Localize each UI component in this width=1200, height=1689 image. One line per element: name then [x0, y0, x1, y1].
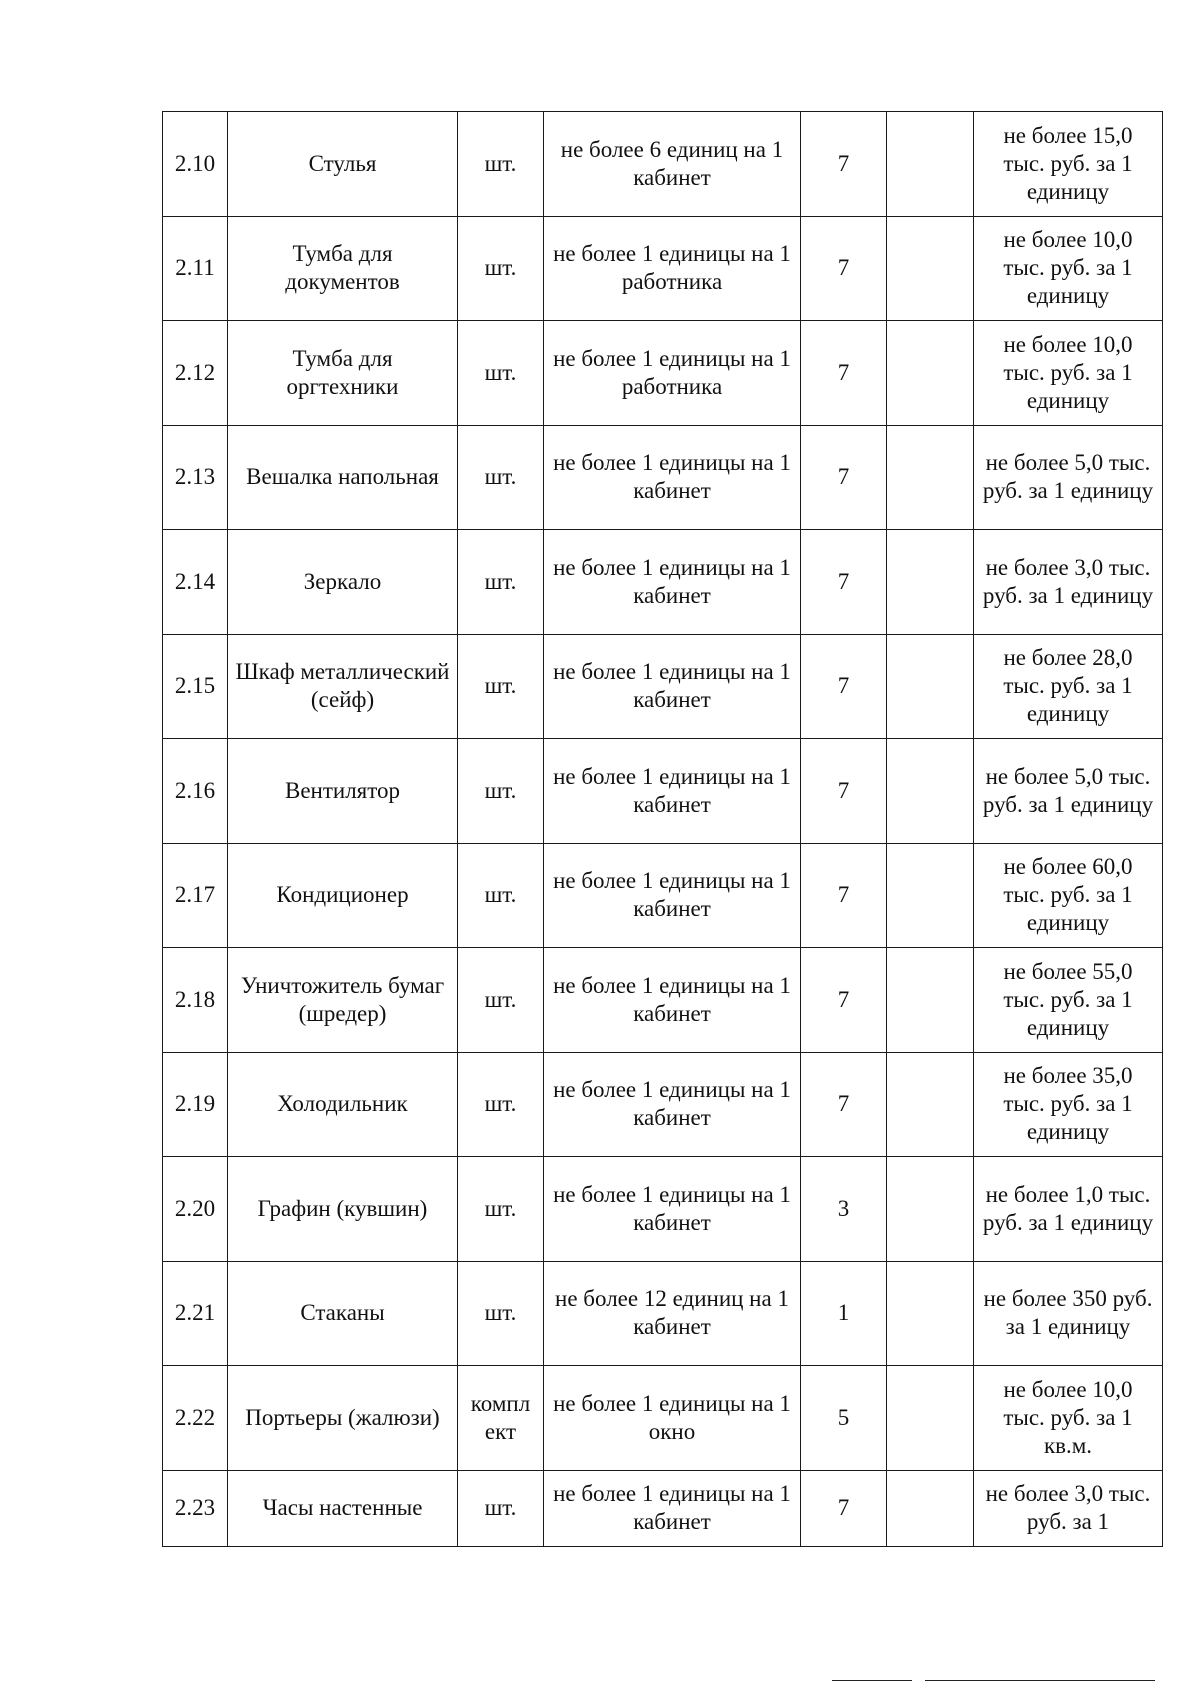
item-unit: шт. [458, 1261, 544, 1366]
item-name: Стулья [228, 112, 458, 217]
item-price-limit: не более 5,0 тыс. руб. за 1 единицу [974, 425, 1163, 530]
item-price-limit: не более 3,0 тыс. руб. за 1 единицу [974, 530, 1163, 635]
item-price-limit: не более 15,0 тыс. руб. за 1 единицу [974, 112, 1163, 217]
item-name: Шкаф металлический (сейф) [228, 634, 458, 739]
item-quantity-norm: не более 1 единицы на 1 кабинет [544, 425, 801, 530]
item-empty-cell [887, 216, 974, 321]
item-term: 7 [801, 843, 887, 948]
item-number: 2.23 [163, 1470, 228, 1546]
table-row [163, 321, 1163, 426]
item-quantity-norm: не более 12 единиц на 1 кабинет [544, 1261, 801, 1366]
table-row [163, 634, 1163, 739]
item-quantity-norm: не более 1 единицы на 1 кабинет [544, 1052, 801, 1157]
item-price-limit: не более 10,0 тыс. руб. за 1 единицу [974, 216, 1163, 321]
item-unit: шт. [458, 1157, 544, 1262]
item-unit: шт. [458, 321, 544, 426]
item-price-limit: не более 10,0 тыс. руб. за 1 кв.м. [974, 1366, 1163, 1471]
item-term: 1 [801, 1261, 887, 1366]
item-price-limit: не более 350 руб. за 1 единицу [974, 1261, 1163, 1366]
item-price-limit: не более 35,0 тыс. руб. за 1 единицу [974, 1052, 1163, 1157]
item-price-limit: не более 28,0 тыс. руб. за 1 единицу [974, 634, 1163, 739]
item-name: Вентилятор [228, 739, 458, 844]
item-quantity-norm: не более 1 единицы на 1 кабинет [544, 634, 801, 739]
item-name: Стаканы [228, 1261, 458, 1366]
item-number: 2.13 [163, 425, 228, 530]
item-name: Тумба для документов [228, 216, 458, 321]
item-price-limit: не более 10,0 тыс. руб. за 1 единицу [974, 321, 1163, 426]
item-empty-cell [887, 739, 974, 844]
table-row [163, 530, 1163, 635]
item-unit: шт. [458, 1470, 544, 1546]
item-number: 2.12 [163, 321, 228, 426]
item-term: 7 [801, 1470, 887, 1546]
item-number: 2.10 [163, 112, 228, 217]
item-unit: шт. [458, 1052, 544, 1157]
item-unit: шт. [458, 216, 544, 321]
item-price-limit: не более 5,0 тыс. руб. за 1 единицу [974, 739, 1163, 844]
table-row [163, 948, 1163, 1053]
item-name: Тумба для оргтехники [228, 321, 458, 426]
item-term: 7 [801, 321, 887, 426]
item-empty-cell [887, 1261, 974, 1366]
item-unit: компл ект [458, 1366, 544, 1471]
table-row [163, 216, 1163, 321]
table-row [163, 1261, 1163, 1366]
item-unit: шт. [458, 425, 544, 530]
item-term: 7 [801, 634, 887, 739]
table-row [163, 1470, 1163, 1546]
item-empty-cell [887, 1470, 974, 1546]
item-number: 2.20 [163, 1157, 228, 1262]
item-quantity-norm: не более 1 единицы на 1 окно [544, 1366, 801, 1471]
item-empty-cell [887, 948, 974, 1053]
item-price-limit: не более 60,0 тыс. руб. за 1 единицу [974, 843, 1163, 948]
table-row [163, 1157, 1163, 1262]
item-name: Зеркало [228, 530, 458, 635]
item-number: 2.15 [163, 634, 228, 739]
item-empty-cell [887, 1366, 974, 1471]
item-quantity-norm: не более 1 единицы на 1 кабинет [544, 530, 801, 635]
item-empty-cell [887, 321, 974, 426]
item-name: Вешалка напольная [228, 425, 458, 530]
item-term: 7 [801, 948, 887, 1053]
item-quantity-norm: не более 1 единицы на 1 работника [544, 321, 801, 426]
item-name: Часы настенные [228, 1470, 458, 1546]
item-name: Графин (кувшин) [228, 1157, 458, 1262]
table-row [163, 425, 1163, 530]
item-name: Портьеры (жалюзи) [228, 1366, 458, 1471]
footer-divider-right [925, 1680, 1155, 1681]
item-number: 2.21 [163, 1261, 228, 1366]
item-number: 2.17 [163, 843, 228, 948]
item-unit: шт. [458, 948, 544, 1053]
item-quantity-norm: не более 1 единицы на 1 работника [544, 216, 801, 321]
item-empty-cell [887, 1157, 974, 1262]
furniture-norms-table [162, 111, 1163, 1547]
table-row [163, 112, 1163, 217]
item-empty-cell [887, 843, 974, 948]
item-empty-cell [887, 425, 974, 530]
item-term: 7 [801, 216, 887, 321]
item-price-limit: не более 55,0 тыс. руб. за 1 единицу [974, 948, 1163, 1053]
item-term: 7 [801, 112, 887, 217]
footer-divider-left [832, 1680, 912, 1681]
item-quantity-norm: не более 1 единицы на 1 кабинет [544, 1157, 801, 1262]
item-name: Уничтожитель бумаг (шредер) [228, 948, 458, 1053]
item-price-limit: не более 1,0 тыс. руб. за 1 единицу [974, 1157, 1163, 1262]
table-body [163, 112, 1163, 1547]
item-quantity-norm: не более 1 единицы на 1 кабинет [544, 1470, 801, 1546]
table-row [163, 1052, 1163, 1157]
item-number: 2.22 [163, 1366, 228, 1471]
item-name: Кондиционер [228, 843, 458, 948]
item-empty-cell [887, 112, 974, 217]
item-unit: шт. [458, 739, 544, 844]
item-quantity-norm: не более 1 единицы на 1 кабинет [544, 948, 801, 1053]
item-unit: шт. [458, 112, 544, 217]
item-term: 3 [801, 1157, 887, 1262]
item-number: 2.14 [163, 530, 228, 635]
item-number: 2.16 [163, 739, 228, 844]
item-empty-cell [887, 530, 974, 635]
item-unit: шт. [458, 530, 544, 635]
item-number: 2.11 [163, 216, 228, 321]
item-price-limit: не более 3,0 тыс. руб. за 1 [974, 1470, 1163, 1546]
item-term: 7 [801, 530, 887, 635]
item-quantity-norm: не более 6 единиц на 1 кабинет [544, 112, 801, 217]
item-term: 7 [801, 425, 887, 530]
item-quantity-norm: не более 1 единицы на 1 кабинет [544, 739, 801, 844]
item-quantity-norm: не более 1 единицы на 1 кабинет [544, 843, 801, 948]
item-term: 7 [801, 1052, 887, 1157]
item-number: 2.18 [163, 948, 228, 1053]
table-row [163, 843, 1163, 948]
item-unit: шт. [458, 843, 544, 948]
item-empty-cell [887, 1052, 974, 1157]
item-name: Холодильник [228, 1052, 458, 1157]
item-number: 2.19 [163, 1052, 228, 1157]
item-term: 5 [801, 1366, 887, 1471]
item-unit: шт. [458, 634, 544, 739]
table-row [163, 1366, 1163, 1471]
item-empty-cell [887, 634, 974, 739]
item-term: 7 [801, 739, 887, 844]
table-row [163, 739, 1163, 844]
